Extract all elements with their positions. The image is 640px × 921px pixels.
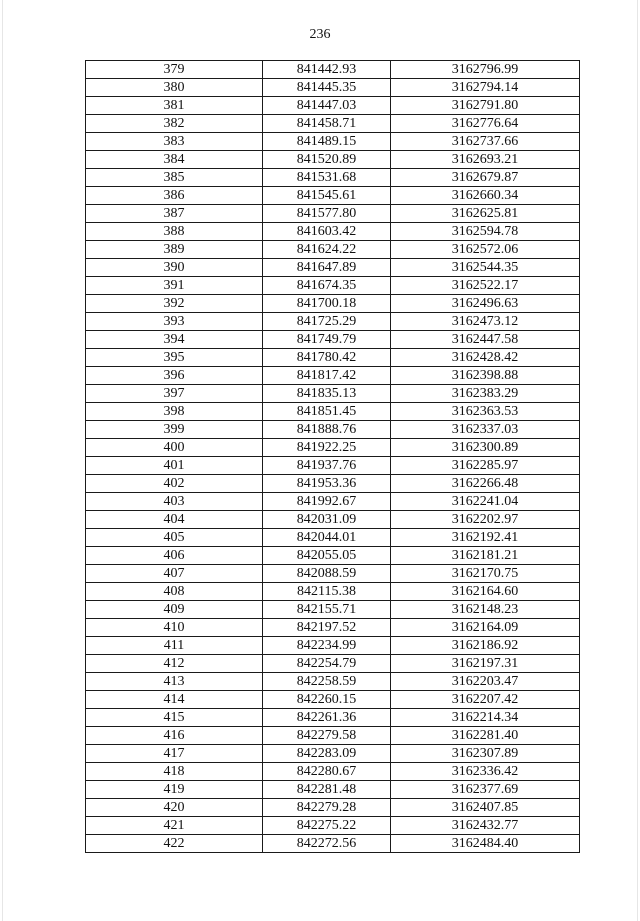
y-coordinate-cell: 3162776.64 (391, 115, 580, 133)
y-coordinate-cell: 3162202.97 (391, 511, 580, 529)
x-coordinate-cell: 842272.56 (263, 835, 391, 853)
point-number-cell: 396 (86, 367, 263, 385)
y-coordinate-cell: 3162285.97 (391, 457, 580, 475)
y-coordinate-cell: 3162660.34 (391, 187, 580, 205)
table-row (86, 457, 580, 475)
point-number-cell: 393 (86, 313, 263, 331)
point-number-cell: 412 (86, 655, 263, 673)
y-coordinate-cell: 3162186.92 (391, 637, 580, 655)
point-number-cell: 392 (86, 295, 263, 313)
y-coordinate-cell: 3162197.31 (391, 655, 580, 673)
x-coordinate-cell: 842155.71 (263, 601, 391, 619)
y-coordinate-cell: 3162432.77 (391, 817, 580, 835)
point-number-cell: 383 (86, 133, 263, 151)
table-row (86, 547, 580, 565)
y-coordinate-cell: 3162473.12 (391, 313, 580, 331)
point-number-cell: 415 (86, 709, 263, 727)
y-coordinate-cell: 3162266.48 (391, 475, 580, 493)
y-coordinate-cell: 3162307.89 (391, 745, 580, 763)
x-coordinate-cell: 842055.05 (263, 547, 391, 565)
y-coordinate-cell: 3162363.53 (391, 403, 580, 421)
left-margin-line (2, 0, 3, 921)
y-coordinate-cell: 3162181.21 (391, 547, 580, 565)
x-coordinate-cell: 841937.76 (263, 457, 391, 475)
point-number-cell: 385 (86, 169, 263, 187)
x-coordinate-cell: 842197.52 (263, 619, 391, 637)
table-row (86, 493, 580, 511)
point-number-cell: 411 (86, 637, 263, 655)
y-coordinate-cell: 3162383.29 (391, 385, 580, 403)
table-row (86, 673, 580, 691)
point-number-cell: 382 (86, 115, 263, 133)
y-coordinate-cell: 3162337.03 (391, 421, 580, 439)
point-number-cell: 387 (86, 205, 263, 223)
table-row (86, 187, 580, 205)
y-coordinate-cell: 3162796.99 (391, 61, 580, 79)
y-coordinate-cell: 3162241.04 (391, 493, 580, 511)
x-coordinate-cell: 841442.93 (263, 61, 391, 79)
table-row (86, 385, 580, 403)
x-coordinate-cell: 842279.58 (263, 727, 391, 745)
y-coordinate-cell: 3162398.88 (391, 367, 580, 385)
y-coordinate-cell: 3162164.09 (391, 619, 580, 637)
x-coordinate-cell: 841577.80 (263, 205, 391, 223)
table-row (86, 817, 580, 835)
y-coordinate-cell: 3162625.81 (391, 205, 580, 223)
y-coordinate-cell: 3162377.69 (391, 781, 580, 799)
point-number-cell: 386 (86, 187, 263, 205)
table-row (86, 349, 580, 367)
y-coordinate-cell: 3162447.58 (391, 331, 580, 349)
table-row (86, 403, 580, 421)
table-row (86, 781, 580, 799)
point-number-cell: 421 (86, 817, 263, 835)
table-row (86, 637, 580, 655)
point-number-cell: 399 (86, 421, 263, 439)
point-number-cell: 397 (86, 385, 263, 403)
point-number-cell: 414 (86, 691, 263, 709)
y-coordinate-cell: 3162496.63 (391, 295, 580, 313)
x-coordinate-cell: 841603.42 (263, 223, 391, 241)
y-coordinate-cell: 3162281.40 (391, 727, 580, 745)
table-row (86, 583, 580, 601)
table-row (86, 835, 580, 853)
table-row (86, 475, 580, 493)
point-number-cell: 389 (86, 241, 263, 259)
table-row (86, 205, 580, 223)
x-coordinate-cell: 841624.22 (263, 241, 391, 259)
table-row (86, 295, 580, 313)
x-coordinate-cell: 841835.13 (263, 385, 391, 403)
x-coordinate-cell: 841922.25 (263, 439, 391, 457)
y-coordinate-cell: 3162203.47 (391, 673, 580, 691)
x-coordinate-cell: 841992.67 (263, 493, 391, 511)
table-row (86, 745, 580, 763)
point-number-cell: 401 (86, 457, 263, 475)
x-coordinate-cell: 842283.09 (263, 745, 391, 763)
point-number-cell: 418 (86, 763, 263, 781)
coordinates-table-body (86, 61, 580, 853)
y-coordinate-cell: 3162522.17 (391, 277, 580, 295)
point-number-cell: 409 (86, 601, 263, 619)
y-coordinate-cell: 3162794.14 (391, 79, 580, 97)
y-coordinate-cell: 3162693.21 (391, 151, 580, 169)
table-row (86, 691, 580, 709)
y-coordinate-cell: 3162214.34 (391, 709, 580, 727)
table-row (86, 763, 580, 781)
table-row (86, 709, 580, 727)
x-coordinate-cell: 842115.38 (263, 583, 391, 601)
x-coordinate-cell: 841647.89 (263, 259, 391, 277)
point-number-cell: 404 (86, 511, 263, 529)
y-coordinate-cell: 3162428.42 (391, 349, 580, 367)
point-number-cell: 380 (86, 79, 263, 97)
table-row (86, 565, 580, 583)
x-coordinate-cell: 842280.67 (263, 763, 391, 781)
y-coordinate-cell: 3162207.42 (391, 691, 580, 709)
y-coordinate-cell: 3162164.60 (391, 583, 580, 601)
x-coordinate-cell: 841817.42 (263, 367, 391, 385)
table-row (86, 223, 580, 241)
table-row (86, 727, 580, 745)
point-number-cell: 406 (86, 547, 263, 565)
table-row (86, 133, 580, 151)
point-number-cell: 400 (86, 439, 263, 457)
table-row (86, 511, 580, 529)
point-number-cell: 395 (86, 349, 263, 367)
table-row (86, 601, 580, 619)
y-coordinate-cell: 3162544.35 (391, 259, 580, 277)
point-number-cell: 388 (86, 223, 263, 241)
x-coordinate-cell: 842031.09 (263, 511, 391, 529)
table-row (86, 421, 580, 439)
point-number-cell: 402 (86, 475, 263, 493)
y-coordinate-cell: 3162192.41 (391, 529, 580, 547)
point-number-cell: 379 (86, 61, 263, 79)
x-coordinate-cell: 841700.18 (263, 295, 391, 313)
table-row (86, 79, 580, 97)
point-number-cell: 403 (86, 493, 263, 511)
table-row (86, 241, 580, 259)
table-row (86, 331, 580, 349)
x-coordinate-cell: 842234.99 (263, 637, 391, 655)
x-coordinate-cell: 841749.79 (263, 331, 391, 349)
y-coordinate-cell: 3162170.75 (391, 565, 580, 583)
table-row (86, 97, 580, 115)
x-coordinate-cell: 842281.48 (263, 781, 391, 799)
x-coordinate-cell: 842254.79 (263, 655, 391, 673)
table-row (86, 367, 580, 385)
x-coordinate-cell: 842258.59 (263, 673, 391, 691)
point-number-cell: 384 (86, 151, 263, 169)
x-coordinate-cell: 841489.15 (263, 133, 391, 151)
x-coordinate-cell: 842260.15 (263, 691, 391, 709)
x-coordinate-cell: 842279.28 (263, 799, 391, 817)
y-coordinate-cell: 3162737.66 (391, 133, 580, 151)
x-coordinate-cell: 841545.61 (263, 187, 391, 205)
point-number-cell: 422 (86, 835, 263, 853)
table-row (86, 115, 580, 133)
y-coordinate-cell: 3162148.23 (391, 601, 580, 619)
point-number-cell: 413 (86, 673, 263, 691)
table-row (86, 655, 580, 673)
point-number-cell: 420 (86, 799, 263, 817)
table-row (86, 619, 580, 637)
right-margin-line (637, 0, 638, 921)
x-coordinate-cell: 841851.45 (263, 403, 391, 421)
x-coordinate-cell: 841888.76 (263, 421, 391, 439)
table-row (86, 61, 580, 79)
table-row (86, 529, 580, 547)
y-coordinate-cell: 3162594.78 (391, 223, 580, 241)
page-number: 236 (309, 27, 331, 42)
table-row (86, 169, 580, 187)
x-coordinate-cell: 842275.22 (263, 817, 391, 835)
x-coordinate-cell: 841725.29 (263, 313, 391, 331)
point-number-cell: 394 (86, 331, 263, 349)
table-row (86, 259, 580, 277)
coordinates-table (85, 60, 580, 853)
y-coordinate-cell: 3162791.80 (391, 97, 580, 115)
y-coordinate-cell: 3162407.85 (391, 799, 580, 817)
x-coordinate-cell: 842261.36 (263, 709, 391, 727)
point-number-cell: 408 (86, 583, 263, 601)
x-coordinate-cell: 841447.03 (263, 97, 391, 115)
x-coordinate-cell: 841445.35 (263, 79, 391, 97)
x-coordinate-cell: 841674.35 (263, 277, 391, 295)
x-coordinate-cell: 842088.59 (263, 565, 391, 583)
table-row (86, 277, 580, 295)
y-coordinate-cell: 3162484.40 (391, 835, 580, 853)
point-number-cell: 391 (86, 277, 263, 295)
table-row (86, 313, 580, 331)
x-coordinate-cell: 841531.68 (263, 169, 391, 187)
point-number-cell: 410 (86, 619, 263, 637)
x-coordinate-cell: 841458.71 (263, 115, 391, 133)
point-number-cell: 417 (86, 745, 263, 763)
point-number-cell: 398 (86, 403, 263, 421)
y-coordinate-cell: 3162336.42 (391, 763, 580, 781)
x-coordinate-cell: 842044.01 (263, 529, 391, 547)
table-row (86, 151, 580, 169)
x-coordinate-cell: 841520.89 (263, 151, 391, 169)
point-number-cell: 419 (86, 781, 263, 799)
point-number-cell: 407 (86, 565, 263, 583)
y-coordinate-cell: 3162300.89 (391, 439, 580, 457)
point-number-cell: 390 (86, 259, 263, 277)
table-row (86, 439, 580, 457)
x-coordinate-cell: 841953.36 (263, 475, 391, 493)
point-number-cell: 381 (86, 97, 263, 115)
y-coordinate-cell: 3162572.06 (391, 241, 580, 259)
y-coordinate-cell: 3162679.87 (391, 169, 580, 187)
point-number-cell: 416 (86, 727, 263, 745)
point-number-cell: 405 (86, 529, 263, 547)
table-row (86, 799, 580, 817)
x-coordinate-cell: 841780.42 (263, 349, 391, 367)
